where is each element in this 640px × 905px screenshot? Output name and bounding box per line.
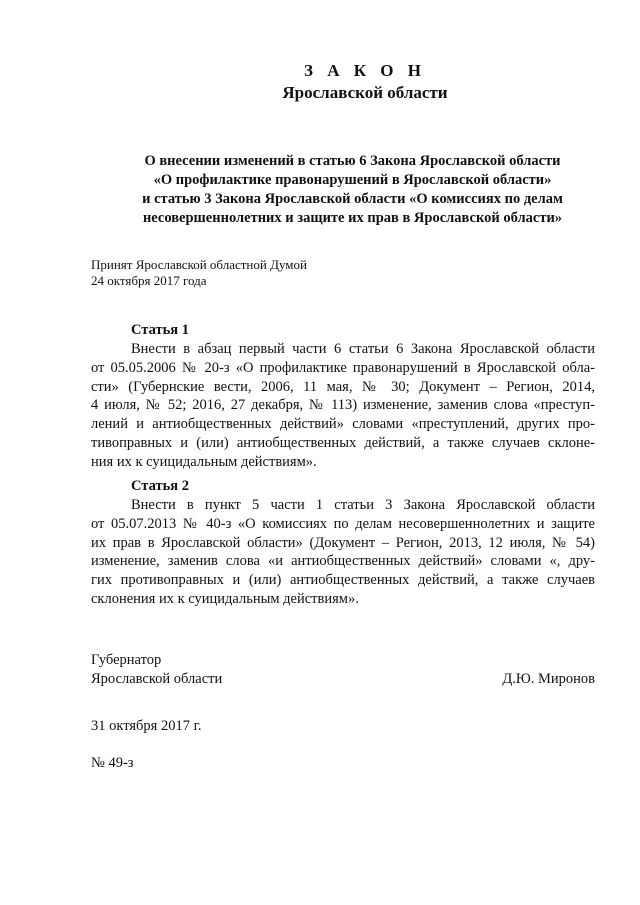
article-1 bbox=[91, 321, 595, 472]
adoption-note bbox=[91, 257, 307, 289]
article-line: ния их к суицидальным действиям». bbox=[91, 453, 317, 470]
subject-line: О внесении изменений в статью 6 Закона Ярославской области bbox=[144, 153, 561, 169]
article-line: от 05.07.2013 № 40-з «О комиссиях по делам несовершеннолетних и защите bbox=[91, 515, 595, 532]
subject-line: несовершеннолетних и защите их прав в Ярославской области» bbox=[142, 210, 563, 226]
adopted-by: Принят Ярославской областной Думой bbox=[91, 257, 307, 272]
adopted-date: 24 октября 2017 года bbox=[91, 273, 207, 288]
article-line: лений и антиобщественных действий» словами «преступлений, других про- bbox=[91, 416, 595, 433]
signer-name: Д.Ю. Миронов bbox=[502, 671, 595, 687]
article-line: от 05.05.2006 № 20-з «О профилактике правонарушений в Ярославской обла- bbox=[91, 359, 595, 376]
article-heading: Статья 2 bbox=[131, 478, 189, 494]
article-body bbox=[91, 496, 595, 609]
article-line: Внести в абзац первый части 6 статьи 6 Закона Ярославской области bbox=[131, 341, 595, 357]
signature-block bbox=[91, 651, 595, 689]
signing-date: 31 октября 2017 г. bbox=[91, 718, 202, 734]
article-2 bbox=[91, 477, 595, 609]
article-line: 4 июля, № 52; 2016, 27 декабря, № 113) изменение, заменив слова «преступ- bbox=[91, 397, 595, 414]
article-heading: Статья 1 bbox=[131, 322, 189, 338]
article-line: склонения их к суицидальным действиям». bbox=[91, 590, 359, 607]
signer-region: Ярославской области bbox=[91, 671, 223, 687]
subject-line: и статью 3 Закона Ярославской области «О комиссиях по делам bbox=[142, 191, 563, 207]
subject-line: «О профилактике правонарушений в Ярославской области» bbox=[153, 172, 552, 188]
law-subject bbox=[90, 152, 615, 228]
law-region: Ярославской области bbox=[282, 83, 448, 102]
law-number: № 49-з bbox=[91, 755, 134, 771]
article-line: тивоправных и (или) антиобщественных действий, а также случаев склоне- bbox=[91, 434, 595, 451]
law-title: З А К О Н bbox=[303, 61, 427, 80]
article-line: их прав в Ярославской области» (Документ – Регион, 2013, 12 июля, № 54) bbox=[91, 534, 595, 551]
article-line: Внести в пункт 5 части 1 статьи 3 Закона Ярославской области bbox=[131, 497, 595, 513]
article-line: гих противоправных и (или) антиобщественных действий, а также случаев bbox=[91, 572, 595, 589]
article-line: сти» (Губернские вести, 2006, 11 мая, № 30; Документ – Регион, 2014, bbox=[91, 378, 595, 395]
signer-position: Губернатор bbox=[91, 652, 162, 668]
article-body bbox=[91, 340, 595, 472]
article-line: изменение, заменив слова «и антиобщественных действий» словами «, дру- bbox=[91, 553, 595, 570]
